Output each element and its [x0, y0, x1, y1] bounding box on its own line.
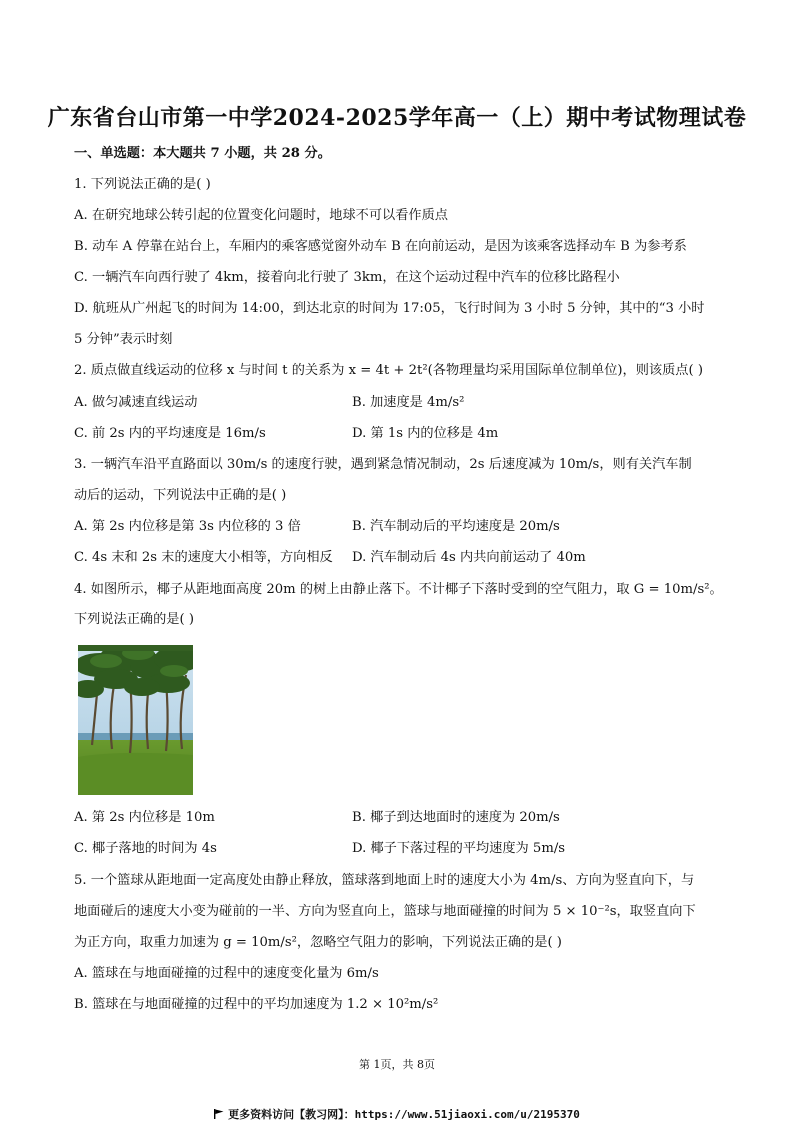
promo-text: 更多资料访问【教习网】：https://www.51jiaoxi.com/u/2195370 — [228, 1108, 580, 1121]
q4-option-b: B. 椰子到达地面时的速度为 20m/s — [352, 810, 560, 825]
q3-stem-line2: 动后的运动，下列说法中正确的是( ) — [74, 488, 287, 503]
q2-option-b: B. 加速度是 4m/s² — [352, 395, 465, 410]
q5-stem-line2: 地面碰后的速度大小变为碰前的一半、方向为竖直向上，篮球与地面碰撞的时间为 5 × 10⁻²s，取竖直向下 — [74, 904, 696, 919]
q3-option-d: D. 汽车制动后 4s 内共向前运动了 40m — [352, 550, 586, 565]
q1-stem: 1. 下列说法正确的是( ) — [74, 177, 211, 192]
q4-stem-line2: 下列说法正确的是( ) — [74, 612, 194, 627]
q2-option-a: A. 做匀减速直线运动 — [74, 395, 198, 410]
promo-link[interactable] — [0, 1106, 794, 1122]
q3-option-b: B. 汽车制动后的平均速度是 20m/s — [352, 519, 560, 534]
q5-option-b: B. 篮球在与地面碰撞的过程中的平均加速度为 1.2 × 10²m/s² — [74, 997, 439, 1012]
q3-option-a: A. 第 2s 内位移是第 3s 内位移的 3 倍 — [74, 519, 301, 534]
flag-icon — [214, 1109, 224, 1119]
q1-option-c: C. 一辆汽车向西行驶了 4km，接着向北行驶了 3km，在这个运动过程中汽车的位移比路程小 — [74, 270, 620, 285]
q3-stem-line1: 3. 一辆汽车沿平直路面以 30m/s 的速度行驶，遇到紧急情况制动，2s 后速度减为 10m/s，则有关汽车制 — [74, 457, 692, 472]
q2-option-d: D. 第 1s 内的位移是 4m — [352, 426, 499, 441]
q1-option-d-line1: D. 航班从广州起飞的时间为 14:00，到达北京的时间为 17:05，飞行时间为 3 小时 5 分钟，其中的“3 小时 — [74, 301, 705, 316]
q5-stem-line3: 为正方向，取重力加速为 g = 10m/s²，忽略空气阻力的影响，下列说法正确的是( ) — [74, 935, 562, 950]
page-title: 广东省台山市第一中学2024-2025学年高一（上）期中考试物理试卷 — [47, 105, 747, 131]
section-heading: 一、单选题：本大题共 7 小题，共 28 分。 — [74, 146, 331, 161]
q4-stem-line1: 4. 如图所示，椰子从距地面高度 20m 的树上由静止落下。不计椰子下落时受到的空气阻力，取 G = 10m/s²。 — [74, 582, 723, 597]
q2-option-c: C. 前 2s 内的平均速度是 16m/s — [74, 426, 266, 441]
palm-tree-photo — [78, 645, 193, 795]
q4-option-c: C. 椰子落地的时间为 4s — [74, 841, 217, 856]
q1-option-b: B. 动车 A 停靠在站台上，车厢内的乘客感觉窗外动车 B 在向前运动，是因为该乘客选择动车 B 为参考系 — [74, 239, 687, 254]
page-number: 第 1页，共 8页 — [359, 1058, 435, 1071]
q3-option-c: C. 4s 末和 2s 末的速度大小相等，方向相反 — [74, 550, 333, 565]
q5-option-a: A. 篮球在与地面碰撞的过程中的速度变化量为 6m/s — [74, 966, 379, 981]
q2-stem: 2. 质点做直线运动的位移 x 与时间 t 的关系为 x = 4t + 2t²(各物理量均采用国际单位制单位)，则该质点( ) — [74, 363, 703, 378]
q5-stem-line1: 5. 一个篮球从距地面一定高度处由静止释放，篮球落到地面上时的速度大小为 4m/s、方向为竖直向下，与 — [74, 873, 695, 888]
q1-option-a: A. 在研究地球公转引起的位置变化问题时，地球不可以看作质点 — [74, 208, 448, 223]
q4-option-a: A. 第 2s 内位移是 10m — [74, 810, 215, 825]
q1-option-d-line2: 5 分钟”表示时刻 — [74, 332, 173, 347]
q4-option-d: D. 椰子下落过程的平均速度为 5m/s — [352, 841, 566, 856]
